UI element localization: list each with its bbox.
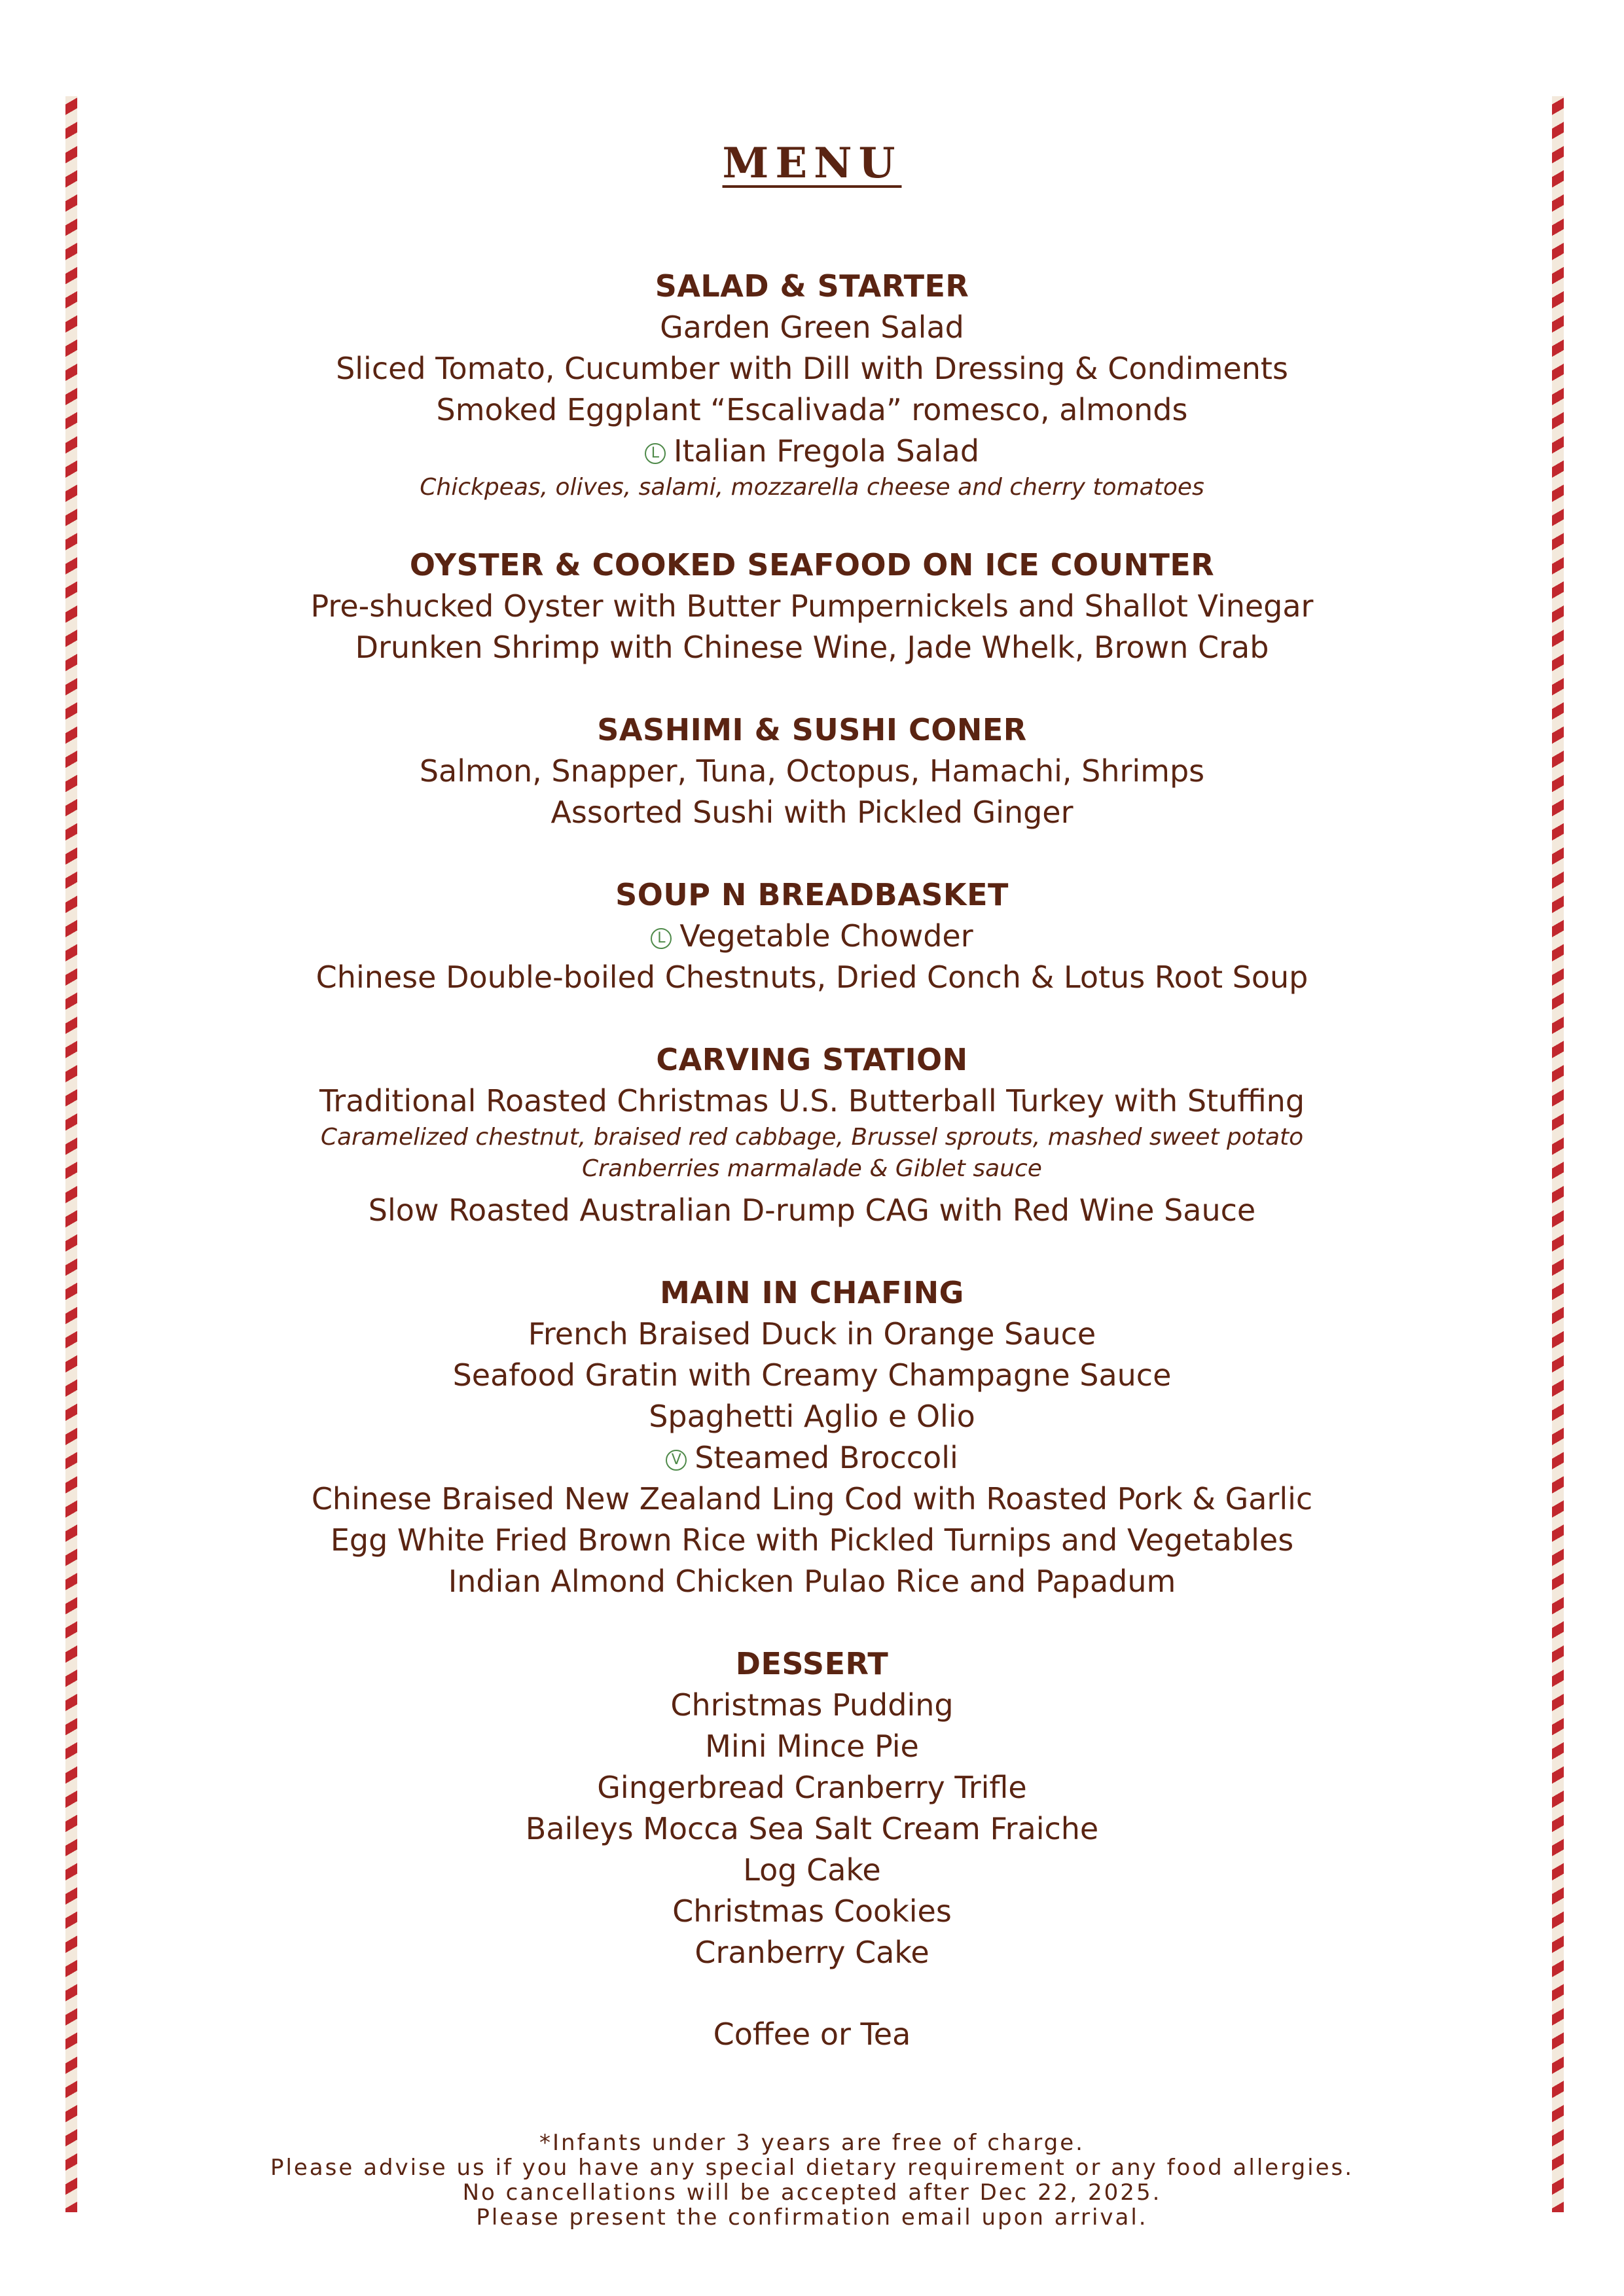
- menu-item: Cranberry Cake: [695, 1935, 929, 1970]
- menu-item: [0, 431, 1624, 472]
- section-title: SASHIMI & SUSHI CONER: [597, 712, 1027, 747]
- menu-content: [0, 265, 1624, 2055]
- menu-item: Christmas Pudding: [670, 1687, 954, 1723]
- menu-item: Baileys Mocca Sea Salt Cream Fraiche: [525, 1811, 1099, 1846]
- menu-item: Christmas Cookies: [672, 1893, 952, 1929]
- section-dessert: [0, 1643, 1624, 1973]
- menu-item: Indian Almond Chicken Pulao Rice and Papadum: [448, 1564, 1176, 1599]
- beverage-item: Coffee or Tea: [713, 2017, 911, 2052]
- section-title: OYSTER & COOKED SEAFOOD ON ICE COUNTER: [409, 547, 1215, 583]
- section-title: DESSERT: [735, 1646, 889, 1681]
- menu-item: Salmon, Snapper, Tuna, Octopus, Hamachi, Shrimps: [419, 753, 1205, 789]
- section-oyster-seafood: [0, 544, 1624, 668]
- vegetarian-icon: V: [666, 1450, 687, 1471]
- section-title: SALAD & STARTER: [655, 268, 969, 304]
- section-sashimi-sushi: [0, 709, 1624, 833]
- menu-item: Smoked Eggplant “Escalivada” romesco, almonds: [436, 392, 1188, 427]
- section-title: CARVING STATION: [656, 1042, 968, 1077]
- menu-item-label: Steamed Broccoli: [695, 1440, 958, 1475]
- low-carb-icon: L: [651, 928, 672, 949]
- menu-item-label: Vegetable Chowder: [679, 918, 973, 954]
- menu-item: Assorted Sushi with Pickled Ginger: [550, 795, 1074, 830]
- menu-item: Spaghetti Aglio e Olio: [649, 1399, 975, 1434]
- menu-item: Sliced Tomato, Cucumber with Dill with Dressing & Condiments: [336, 351, 1288, 386]
- low-carb-icon: L: [645, 443, 666, 464]
- menu-item: Traditional Roasted Christmas U.S. Butterball Turkey with Stuffing: [319, 1083, 1305, 1119]
- menu-item-notes: [0, 1122, 1624, 1190]
- footer-line-dietary: Please advise us if you have any special dietary requirement or any food allergies.: [270, 2155, 1354, 2181]
- menu-item-note: Cranberries marmalade & Giblet sauce: [582, 1155, 1042, 1182]
- menu-item-note: Chickpeas, olives, salami, mozzarella cheese and cherry tomatoes: [420, 474, 1204, 501]
- menu-title: MENU: [722, 139, 902, 188]
- footer-notes: [0, 2130, 1624, 2230]
- menu-item: Log Cake: [743, 1852, 881, 1888]
- menu-item: Egg White Fried Brown Rice with Pickled Turnips and Vegetables: [330, 1522, 1294, 1558]
- menu-item: Gingerbread Cranberry Trifle: [597, 1770, 1027, 1805]
- menu-item-label: Italian Fregola Salad: [673, 433, 980, 469]
- section-title: SOUP N BREADBASKET: [615, 877, 1009, 912]
- menu-item: French Braised Duck in Orange Sauce: [528, 1316, 1096, 1352]
- menu-item: Slow Roasted Australian D-rump CAG with Red Wine Sauce: [368, 1193, 1256, 1228]
- menu-item-note: Caramelized chestnut, braised red cabbage, Brussel sprouts, mashed sweet potato: [320, 1124, 1304, 1151]
- menu-item: [0, 916, 1624, 957]
- section-main-chafing: [0, 1272, 1624, 1602]
- menu-item: Chinese Double-boiled Chestnuts, Dried Conch & Lotus Root Soup: [316, 960, 1308, 995]
- footer-line-cancellation: No cancellations will be accepted after Dec 22, 2025.: [462, 2179, 1162, 2206]
- menu-item: [0, 1437, 1624, 1479]
- section-title: MAIN IN CHAFING: [660, 1275, 964, 1310]
- menu-item: Pre-shucked Oyster with Butter Pumpernickels and Shallot Vinegar: [310, 588, 1314, 624]
- menu-item: Seafood Gratin with Creamy Champagne Sauce: [452, 1357, 1172, 1393]
- menu-item: Chinese Braised New Zealand Ling Cod with Roasted Pork & Garlic: [311, 1481, 1313, 1516]
- section-carving-station: [0, 1039, 1624, 1231]
- menu-item: Garden Green Salad: [660, 310, 964, 345]
- section-soup-breadbasket: [0, 874, 1624, 998]
- menu-item: Drunken Shrimp with Chinese Wine, Jade Whelk, Brown Crab: [355, 630, 1269, 665]
- footer-line-infants: *Infants under 3 years are free of charge.: [539, 2130, 1085, 2156]
- menu-item: Mini Mince Pie: [705, 1729, 919, 1764]
- section-salad-starter: [0, 265, 1624, 503]
- footer-line-confirmation: Please present the confirmation email upon arrival.: [476, 2204, 1148, 2231]
